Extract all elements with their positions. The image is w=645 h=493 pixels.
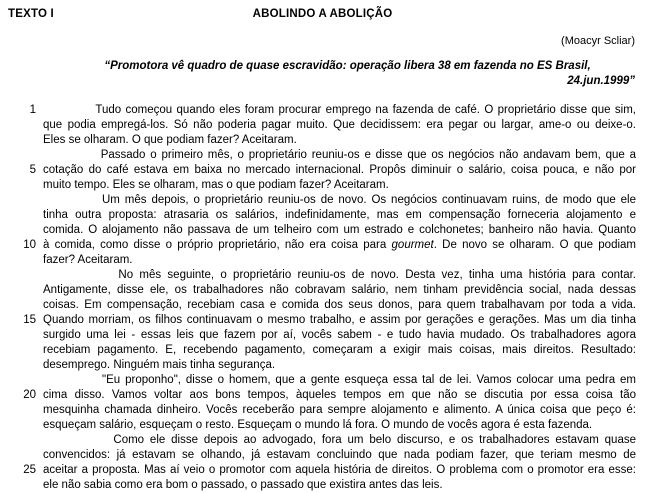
text-line bbox=[0, 478, 645, 493]
text-label: TEXTO I bbox=[8, 8, 54, 20]
line-text: Eles se olharam. O que podiam fazer? Aceitaram. bbox=[43, 134, 297, 146]
line-text: que podia empregá-los. Só não poderia pagar muito. Que decidissem: era pegar ou largar, ame-o ou deixe-o. bbox=[43, 119, 636, 131]
text-line bbox=[0, 148, 645, 163]
text-line bbox=[0, 313, 645, 328]
line-text: cotação do café estava em baixa no mercado internacional. Propôs diminuir o salário, coisa pouca, e não por bbox=[43, 164, 636, 176]
text-line bbox=[0, 343, 645, 358]
text-line bbox=[0, 223, 645, 238]
document-header bbox=[0, 0, 645, 30]
line-text: Como ele disse depois ao advogado, fora um belo discurso, e os trabalhadores estavam quase bbox=[43, 434, 636, 446]
line-text: convencidos: já estavam se olhando, já estavam concluindo que nada podiam fazer, que teriam mesmo de bbox=[43, 449, 636, 461]
text-line bbox=[0, 178, 645, 193]
line-text: ele não sabia como era bom o passado, o passado que existira antes das leis. bbox=[43, 479, 443, 491]
text-line bbox=[0, 433, 645, 448]
text-line bbox=[0, 358, 645, 373]
line-text: esqueçam salário, esqueçam o resto. Esqueçam o mundo lá fora. O mundo de vocês agora é esta fazenda. bbox=[43, 419, 593, 431]
line-text: muito tempo. Eles se olharam, mas o que podiam fazer? Aceitaram. bbox=[43, 179, 389, 191]
line-text: à comida, como disse o próprio proprietário, não era coisa para gourmet. De novo se olharam. O que podiam bbox=[43, 239, 636, 251]
author-attribution: (Moacyr Scliar) bbox=[561, 35, 635, 47]
text-line bbox=[0, 388, 645, 403]
line-number: 1 bbox=[29, 104, 36, 116]
line-text: surgido uma lei - essas leis que fazem por aí, vocês sabem - e tudo havia mudado. Os trabalhadores agora bbox=[43, 329, 636, 341]
text-line bbox=[0, 373, 645, 388]
text-line bbox=[0, 118, 645, 133]
line-text: Antigamente, disse ele, os trabalhadores não cobravam salário, nem tinham previdência social, nada dessas bbox=[43, 284, 636, 296]
text-line bbox=[0, 253, 645, 268]
text-line bbox=[0, 268, 645, 283]
line-text: Quando morriam, os filhos continuavam o mesmo trabalho, e assim por gerações e gerações. Mas um dia tinha bbox=[43, 314, 636, 326]
text-line bbox=[0, 328, 645, 343]
italic-term: gourmet bbox=[391, 239, 434, 251]
line-number: 20 bbox=[23, 389, 36, 401]
text-line bbox=[0, 463, 645, 478]
line-text: Um mês depois, o proprietário reuniu-os de novo. Os negócios continuavam ruins, de modo que ele bbox=[43, 194, 637, 206]
page-title: ABOLINDO A ABOLIÇÃO bbox=[252, 8, 393, 20]
text-line bbox=[0, 403, 645, 418]
body-text bbox=[0, 103, 645, 493]
line-number: 15 bbox=[23, 314, 36, 326]
text-line bbox=[0, 298, 645, 313]
line-text: "Eu proponho", disse o homem, que a gente esqueça essa tal de lei. Vamos colocar uma pedra em bbox=[43, 374, 636, 386]
text-line bbox=[0, 193, 645, 208]
line-text: tinha outra proposta: atrasaria os salários, indefinidamente, mas em compensação forneceria alojamento e bbox=[43, 209, 636, 221]
line-number: 5 bbox=[29, 164, 36, 176]
line-text: comida. O alojamento não passava de um telheiro com um estrado e colchonetes; banheiro não havia. Quanto bbox=[43, 224, 636, 236]
line-text: recebiam pagamento. E, recebendo pagamento, começaram a exigir mais coisas, mais direitos. Resultado: bbox=[43, 344, 636, 356]
line-text: desemprego. Ninguém mais tinha segurança. bbox=[43, 359, 276, 371]
text-line bbox=[0, 163, 645, 178]
text-line bbox=[0, 208, 645, 223]
text-line bbox=[0, 448, 645, 463]
text-line bbox=[0, 283, 645, 298]
line-text: mesquinha chamada dinheiro. Vocês receberão para sempre alojamento e alimento. A única coisa que peço é: bbox=[43, 404, 636, 416]
subtitle-line-1: “Promotora vê quadro de quase escravidão: operação libera 38 em fazenda no ES Brasil, bbox=[104, 60, 591, 72]
line-text: Passado o primeiro mês, o proprietário reuniu-os e disse que os negócios não andavam bem, que a bbox=[43, 149, 636, 161]
line-text: fazer? Aceitaram. bbox=[43, 254, 133, 266]
line-text: No mês seguinte, o proprietário reuniu-os de novo. Desta vez, tinha uma história para contar. bbox=[43, 269, 636, 281]
subtitle-quote bbox=[0, 59, 645, 89]
line-text: cima disso. Vamos voltar aos bons tempos, àqueles tempos em que não se discutia por essa coisa tão bbox=[43, 389, 636, 401]
text-line bbox=[0, 133, 645, 148]
line-text: coisas. Em compensação, recebiam casa e comida dos seus donos, para quem trabalhavam por toda a vida. bbox=[43, 299, 636, 311]
text-line bbox=[0, 103, 645, 118]
text-line bbox=[0, 238, 645, 253]
subtitle-line-2: 24.jun.1999” bbox=[567, 75, 635, 87]
text-line bbox=[0, 418, 645, 433]
line-text: Tudo começou quando eles foram procurar emprego na fazenda de café. O proprietário disse que sim, bbox=[43, 104, 636, 116]
line-text: aceitar a proposta. Mas aí veio o promotor com aquela história de direitos. O problema com o promotor era esse: bbox=[43, 464, 636, 476]
line-number: 10 bbox=[23, 239, 36, 251]
line-number: 25 bbox=[23, 464, 36, 476]
